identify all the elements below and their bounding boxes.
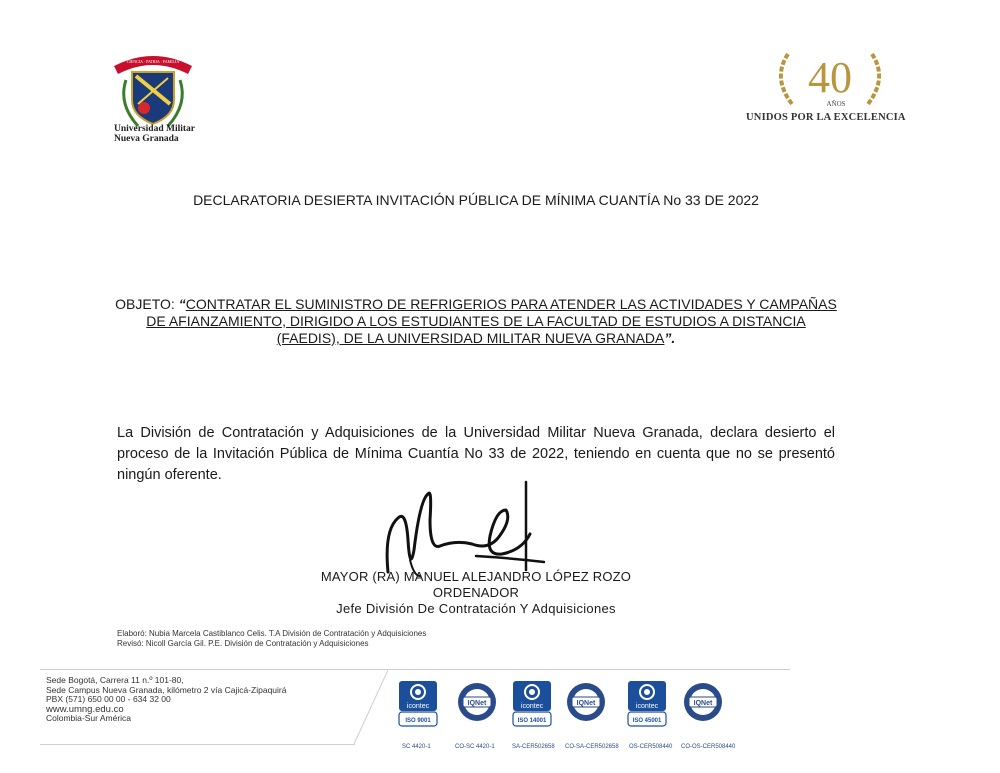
signatory-department: Jefe División De Contratación Y Adquisiciones: [336, 601, 616, 616]
prepared-by: Elaboró: Nubia Marcela Castiblanco Celis. T.A División de Contratación y Adquisiciones: [117, 629, 427, 638]
certification-code: SC 4420-1: [402, 744, 431, 750]
cert-brand: IQNet: [467, 700, 487, 707]
cert-brand: IQNet: [576, 700, 596, 707]
anniversary-logo: [770, 48, 890, 110]
object-close-quote: ”.: [664, 330, 676, 346]
anniversary-number: 40: [808, 53, 852, 102]
footer-divider: [40, 669, 790, 670]
cert-brand: icontec: [520, 703, 544, 710]
footer-bottom-divider: [40, 744, 355, 745]
object-open-quote: “: [178, 296, 186, 312]
university-name-line1: Universidad Militar: [114, 124, 196, 134]
cert-standard: ISO 14001: [517, 718, 547, 724]
document-title: DECLARATORIA DESIERTA INVITACIÓN PÚBLICA DE MÍNIMA CUANTÍA No 33 DE 2022: [193, 192, 759, 208]
declaration-body: La División de Contratación y Adquisiciones de la Universidad Militar Nueva Granada, declara desierto el proceso de la Invitación Pública de Mínima Cuantía No 33 de 2022, teniendo en cuenta que no se presentó ningún oferente.: [117, 425, 835, 483]
address-campus: Sede Campus Nueva Granada, kilómetro 2 vía Cajicá-Zipaquirá: [46, 684, 287, 695]
certification-code: CO-SC 4420-1: [455, 744, 495, 750]
object-text: CONTRATAR EL SUMINISTRO DE REFRIGERIOS PARA ATENDER LAS ACTIVIDADES Y CAMPAÑAS DE AFIANZAMIENTO, DIRIGIDO A LOS ESTUDIANTES DE LA FACULTAD DE ESTUDIOS A DISTANCIA (FAEDIS), DE LA UNIVERSIDAD MILITAR NUEVA GRANADA: [146, 296, 837, 346]
iqnet-certification-icon: [683, 680, 723, 728]
cert-standard: ISO 45001: [632, 718, 662, 724]
signatory-name: MAYOR (RA) MANUEL ALEJANDRO LÓPEZ ROZO: [320, 569, 632, 584]
crest-motto: CIENCIA · PATRIA · FAMILIA: [126, 59, 180, 64]
phone-number: PBX (571) 650 00 00 - 634 32 00: [46, 694, 171, 705]
cert-brand: IQNet: [693, 700, 713, 707]
country: Colombia-Sur América: [46, 713, 132, 724]
object-statement: [115, 296, 837, 347]
cert-brand: icontec: [406, 703, 430, 710]
certification-code: OS-CER508440: [629, 744, 673, 750]
anniversary-motto: UNIDOS POR LA EXCELENCIA: [746, 112, 906, 123]
certification-code: SA-CER502658: [512, 744, 555, 750]
cert-brand: icontec: [635, 703, 659, 710]
icontec-certification-icon: [398, 680, 438, 728]
signatory-role: ORDENADOR: [432, 585, 520, 600]
footer-address: [46, 676, 286, 724]
website-link[interactable]: www.umng.edu.co: [46, 703, 124, 715]
anniversary-unit: AÑOS: [826, 100, 846, 108]
university-name-line2: Nueva Granada: [114, 134, 179, 144]
prepared-reviewed-note: [117, 629, 426, 649]
icontec-certification-icon: [627, 680, 667, 728]
icontec-certification-icon: [512, 680, 552, 728]
reviewed-by: Revisó: Nicoll García Gil. P.E. División de Contratación y Adquisiciones: [117, 639, 369, 648]
certification-code: CO-OS-CER508440: [681, 744, 736, 750]
university-name: [114, 124, 195, 144]
footer-divider-diagonal: [330, 670, 390, 750]
address-bogota: Sede Bogotá, Carrera 11 n.º 101-80,: [46, 675, 184, 685]
iqnet-certification-icon: [457, 680, 497, 728]
iqnet-certification-icon: [566, 680, 606, 728]
object-label: OBJETO:: [115, 296, 179, 312]
cert-standard: ISO 9001: [405, 718, 431, 724]
handwritten-signature: [380, 480, 550, 582]
certification-code: CO-SA-CER502658: [565, 744, 619, 750]
